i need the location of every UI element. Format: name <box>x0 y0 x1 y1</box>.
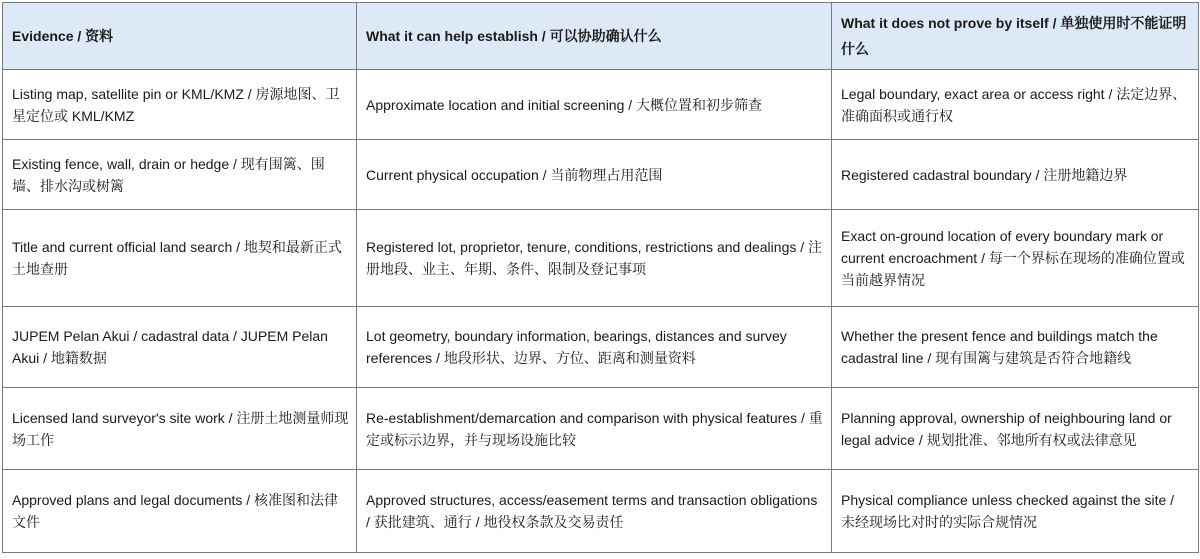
table-row <box>3 470 1199 553</box>
cell-can-establish: Lot geometry, boundary information, bearings, distances and survey references / 地段形状、边界、方位、距离和测量资料 <box>357 307 832 388</box>
table-row <box>3 210 1199 307</box>
table-header <box>3 3 1199 70</box>
cell-does-not-prove: Legal boundary, exact area or access right / 法定边界、准确面积或通行权 <box>832 70 1199 140</box>
header-row <box>3 3 1199 70</box>
cell-does-not-prove: Whether the present fence and buildings match the cadastral line / 现有围篱与建筑是否符合地籍线 <box>832 307 1199 388</box>
table-row <box>3 140 1199 210</box>
cell-evidence: Existing fence, wall, drain or hedge / 现有围篱、围墙、排水沟或树篱 <box>3 140 357 210</box>
cell-does-not-prove: Exact on-ground location of every boundary mark or current encroachment / 每一个界标在现场的准确位置或当前越界情况 <box>832 210 1199 307</box>
table-row <box>3 70 1199 140</box>
cell-does-not-prove: Registered cadastral boundary / 注册地籍边界 <box>832 140 1199 210</box>
cell-can-establish: Approximate location and initial screening / 大概位置和初步筛查 <box>357 70 832 140</box>
cell-can-establish: Approved structures, access/easement terms and transaction obligations / 获批建筑、通行 / 地役权条款及交易责任 <box>357 470 832 553</box>
cell-can-establish: Re-establishment/demarcation and comparison with physical features / 重定或标示边界，并与现场设施比较 <box>357 388 832 470</box>
header-evidence: Evidence / 资料 <box>3 3 357 70</box>
table-row <box>3 307 1199 388</box>
cell-does-not-prove: Planning approval, ownership of neighbouring land or legal advice / 规划批准、邻地所有权或法律意见 <box>832 388 1199 470</box>
cell-evidence: Title and current official land search / 地契和最新正式土地查册 <box>3 210 357 307</box>
evidence-table <box>2 2 1199 553</box>
cell-evidence: Licensed land surveyor's site work / 注册土地测量师现场工作 <box>3 388 357 470</box>
header-does-not-prove: What it does not prove by itself / 单独使用时不能证明什么 <box>832 3 1199 70</box>
cell-can-establish: Registered lot, proprietor, tenure, conditions, restrictions and dealings / 注册地段、业主、年期、条件、限制及登记事项 <box>357 210 832 307</box>
header-can-establish: What it can help establish / 可以协助确认什么 <box>357 3 832 70</box>
table-row <box>3 388 1199 470</box>
cell-evidence: Listing map, satellite pin or KML/KMZ / 房源地图、卫星定位或 KML/KMZ <box>3 70 357 140</box>
table-body <box>3 70 1199 553</box>
cell-does-not-prove: Physical compliance unless checked against the site / 未经现场比对时的实际合规情况 <box>832 470 1199 553</box>
cell-evidence: Approved plans and legal documents / 核准图和法律文件 <box>3 470 357 553</box>
cell-evidence: JUPEM Pelan Akui / cadastral data / JUPEM Pelan Akui / 地籍数据 <box>3 307 357 388</box>
cell-can-establish: Current physical occupation / 当前物理占用范围 <box>357 140 832 210</box>
